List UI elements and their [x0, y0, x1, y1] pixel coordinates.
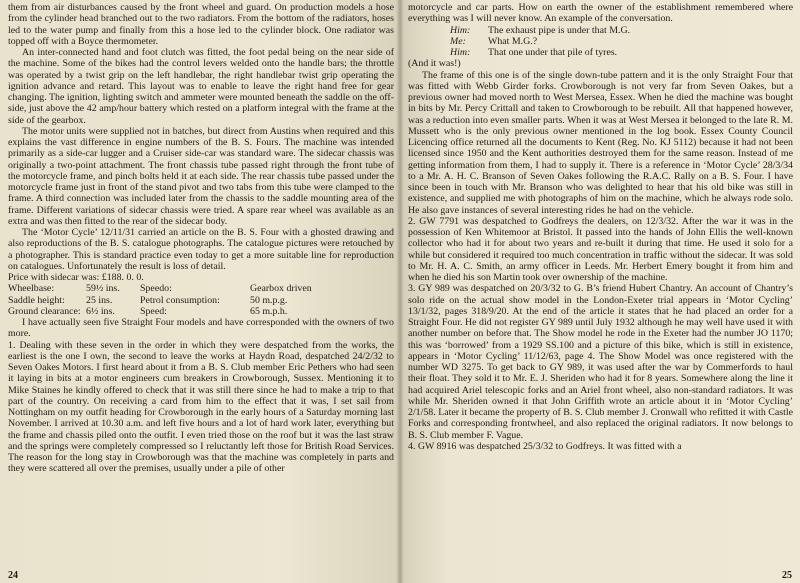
spec-row	[8, 283, 348, 294]
spec-label: Wheelbase:	[8, 283, 55, 295]
spec-label-2: Speed:	[140, 305, 167, 317]
dialogue-speaker: Him:	[450, 24, 471, 36]
spec-value-2: Gearbox driven	[250, 283, 312, 295]
aside-line: (And it was!)	[408, 58, 461, 70]
right-paragraph-4: 3. GY 989 was despatched on 20/3/32 to G. B’s friend Hubert Chantry. An account of Chantry’s solo ride on the actual show model in the London-Exeter trial appears in ‘Motor Cycling’ 13/1/32, pages 318/9/20. At the end of the article it states that he had placed an order for a Straight Four. He did not register GY 989 until July 1932 although he may well have used it with another number on before that. The Show model he rode in the Exeter had the number JO 1170; this was ‘borrowed’ from a 1929 SS.100 and a picture of this bike, which is still in existence, appears in ‘Motor Cycling’ 11/12/63, page 4. The Show Model was once registered with the number WD 3275. To get back to GY 989, it was used after the war by Commerfords to haul their float. They sold it to Mr. E. J. Sheriden who had it for 8 years. Somewhere along the line it had acquired Ariel telescopic forks and an Ariel front wheel, also non-standard radiators. It was while Mr. Sheriden owned it that John Griffith wrote an article about it in ‘Motor Cycling’ 2/1/58. Later it became the property of B. S. Club member J. Cronwall who refitted it with Castle Forks and corresponding frontwheel, and also replaced the original radiators. It now belongs to B. S. Club member F. Vague.	[408, 283, 793, 441]
right-paragraph-2: The frame of this one is of the single down-tube pattern and it is the only Straight Four that was fitted with Webb Girder forks. Crowborough is not very far from Seven Oakes, but a previous owner had moved north to West Mersea, Essex. When he died the machine was bought in bits by Mr. Percy Crittall and taken to Crowborough to be rebuilt. All that happened however, was a reduction into even smaller parts. When it was at West Mersea it belonged to the late R. M. Mussett who is the only previous owner mentioned in the log book. Essex County Council Licencing office returned all the documents to Kent (Reg. No. KJ 5112) because it had not been licensed since 1950 and the Kent authorities destroyed them for the same reason. Instead of me getting information from them, I had to supply it. There is a reference in ‘Motor Cycle’ 28/3/34 to a Mr. A. H. C. Branson of Seven Oakes following the R.A.C. Rally on a B. S. Four. I have since been in touch with Mr. Branson who was delighted to hear that his old bike was still in existence, and supplied me with photographs of him on the machine, which he always rode solo. He also gave instances of several interesting rides he had on the vehicle.	[408, 69, 793, 216]
spec-label-2: Petrol consumption:	[140, 294, 220, 306]
dialogue-speaker: Me:	[450, 35, 466, 47]
spec-table	[8, 283, 348, 317]
spec-label-2: Speedo:	[140, 283, 172, 295]
dialogue-line	[450, 36, 793, 47]
right-paragraph-1: motorcycle and car parts. How on earth the owner of the establishment remembered where everything was I will never know. An example of the conversation.	[408, 2, 793, 25]
left-paragraph-2: An inter-connected hand and foot clutch was fitted, the foot pedal being on the near side of the machine. Some of the bikes had the control levers welded onto the handle bars; the throttle was operated by a twist grip on the left handlebar, the right handlebar twist grip operating the ignition advance and retard. This layout was to enable to leave the right hand free for gear changing. The ignition, lighting switch and ammeter were mounted beneath the saddle on the off-side, just above the 42 amp/hour battery which rested on a platform integral with the frame at the side of the gearbox.	[8, 47, 394, 126]
left-paragraph-4: The ‘Motor Cycle’ 12/11/31 carried an article on the B. S. Four with a ghosted drawing and also reproductions of the B. S. catalogue photographs. The catalogue pictures were retouched by a photographer. This is standard practice even today to get a more suitable line for reproduction on catalogues. Unfortunately the result is loss of detail.	[8, 227, 394, 272]
left-paragraph-3: The motor units were supplied not in batches, but direct from Austins when required and this explains the vast difference in engine numbers of the B. S. Fours. The machine was intended primarily as a side-car lugger and a Cruiser side-car was standard ware. The sidecar chassis was originally a two-point attachment. The front chassis tube passed right through the front tube of the motorcycle frame, and pinch bolts held it at each side. The rear chassis tube passed under the motorcycle frame just in front of the stand pivot and two tabs from this tube were clamped to the frame. A third connection was included later from the chassis to the saddle mounting area of the frame. Different variations of sidecar chassis were tried. A spare rear wheel was available as an extra and was then fitted to the rear of the sidecar body.	[8, 125, 394, 227]
spec-label: Saddle height:	[8, 294, 65, 306]
dialogue-text: The exhaust pipe is under that M.G.	[488, 24, 631, 36]
right-page	[400, 0, 800, 583]
spec-value: 25 ins.	[86, 294, 113, 306]
spec-value: 59½ ins.	[86, 283, 120, 295]
spec-value-2: 65 m.p.h.	[250, 305, 288, 317]
left-paragraph-1: them from air disturbances caused by the front wheel and guard. On production models a hose from the cylinder head branched out to the two radiators. From the bottom of the radiators, hoses led to the water pump and finally from this a hose led to the cylinder block. One radiator was topped off with a Boyce thermometer.	[8, 2, 394, 47]
right-paragraph-3: 2. GW 7791 was despatched to Godfreys the dealers, on 12/3/32. After the war it was in the possession of Ken Whitemoor at Bristol. It passed into the hands of John Ellis the well-known collector who had it for about two years and re-built it during that time. He used it solo for a while but considered it required too much concentration in traffic without the sidecar. It was sold to Mr. H. A. C. Smith, an army officer in Leeds. Mr. Herbert Emery bought it from him and when he died his son Martin took over ownership of the machine.	[408, 215, 793, 283]
spec-value: 6½ ins.	[86, 305, 115, 317]
dialogue-block	[450, 25, 793, 59]
left-paragraph-5: I have actually seen five Straight Four models and have corresponded with the owners of two more.	[8, 317, 394, 340]
dialogue-line	[450, 47, 793, 58]
dialogue-text: That one under that pile of tyres.	[488, 47, 618, 58]
price-line: Price with sidecar was: £188. 0. 0.	[8, 272, 144, 283]
spec-row	[8, 306, 348, 317]
right-paragraph-5: 4. GW 8916 was despatched 25/3/32 to Godfreys. It was fitted with a	[408, 440, 682, 452]
dialogue-text: What M.G.?	[488, 35, 538, 47]
left-paragraph-6: 1. Dealing with these seven in the order in which they were despatched from the works, the earliest is the one I own, the second to leave the works at Haydn Road, despatched 24/2/32 to Seven Oakes Motors. I first heard about it from a B. S. Club member Eric Pethers who had seen it laying in bits at a motor engineers cum breakers in Crowborough, Sussex. Mentioning it to Mike Staines he kindly offered to check that it was still there since he had to make a trip to that part of the country. On receiving a card from him to the effect that it was, I set sail from Nottingham on my outfit heading for Crowborough in the early hours of a Saturday morning last November. I arrived at 10.30 a.m. and left five hours and a lot of hard work later, everything but the frame and chassis piled onto the outfit. I even tried those on the roof but it was the last straw and the springs were completely compressed so I reluctantly left those for British Road Services. The reason for the long stay in Crowborough was that the machine was completely in parts and they were scattered all over the premises, usually under a pile of other	[8, 339, 394, 475]
spec-value-2: 50 m.p.g.	[250, 294, 288, 306]
page-number-right: 25	[782, 569, 792, 581]
spec-label: Ground clearance:	[8, 305, 81, 317]
page-number-left: 24	[8, 569, 18, 581]
dialogue-speaker: Him:	[450, 47, 471, 58]
spec-row	[8, 295, 348, 306]
dialogue-line	[450, 25, 793, 36]
